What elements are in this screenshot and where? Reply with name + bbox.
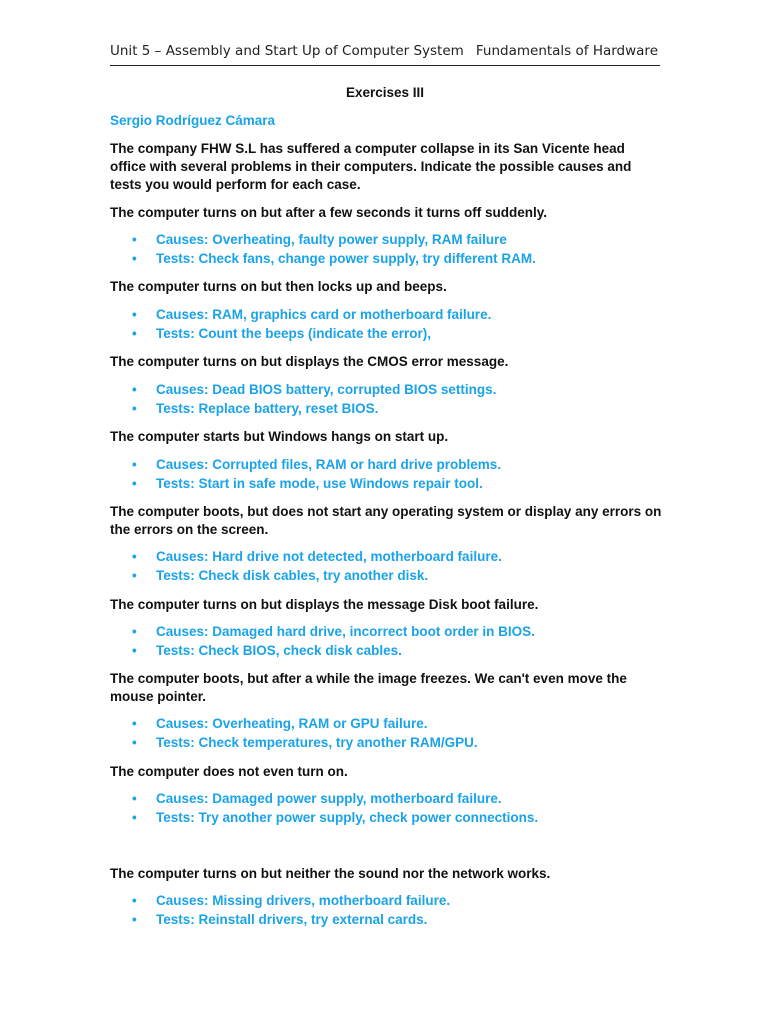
answer-list-8 — [110, 789, 662, 827]
tests-item: • Tests: Replace battery, reset BIOS. — [132, 401, 379, 416]
bullet-icon: • — [132, 401, 137, 416]
tests-item: • Tests: Check disk cables, try another disk. — [132, 568, 429, 583]
question-6: The computer turns on but displays the message Disk boot failure. — [110, 597, 539, 612]
answer-list-9 — [110, 891, 662, 929]
bullet-icon: • — [132, 326, 137, 341]
answer-list-7 — [110, 714, 662, 752]
bullet-icon: • — [132, 457, 137, 472]
causes-item: • Causes: Damaged hard drive, incorrect boot order in BIOS. — [132, 624, 535, 639]
intro-paragraph: The company FHW S.L has suffered a computer collapse in its San Vicente head office with several problems in their computers. Indicate the possible causes and tests you would perform for each case. — [110, 141, 632, 192]
tests-item: • Tests: Start in safe mode, use Windows repair tool. — [132, 476, 483, 491]
question-7: The computer boots, but after a while the image freezes. We can't even move the mouse pointer. — [110, 671, 627, 704]
causes-item: • Causes: Dead BIOS battery, corrupted BIOS settings. — [132, 382, 497, 397]
bullet-icon: • — [132, 307, 137, 322]
bullet-icon: • — [132, 791, 137, 806]
bullet-icon: • — [132, 643, 137, 658]
page-header — [110, 41, 660, 66]
bullet-icon: • — [132, 549, 137, 564]
tests-item: • Tests: Check BIOS, check disk cables. — [132, 643, 402, 658]
bullet-icon: • — [132, 735, 137, 750]
answer-list-6 — [110, 622, 662, 660]
bullet-icon: • — [132, 912, 137, 927]
question-8: The computer does not even turn on. — [110, 764, 348, 779]
question-9: The computer turns on but neither the sound nor the network works. — [110, 866, 551, 881]
answer-list-2 — [110, 305, 662, 343]
answer-list-1 — [110, 230, 662, 268]
tests-item: • Tests: Check fans, change power supply, try different RAM. — [132, 251, 536, 266]
header-course-title: Fundamentals of Hardware — [475, 43, 658, 59]
bullet-icon: • — [132, 810, 137, 825]
bullet-icon: • — [132, 893, 137, 908]
causes-item: • Causes: Hard drive not detected, motherboard failure. — [132, 549, 502, 564]
author-name: Sergio Rodríguez Cámara — [110, 113, 276, 128]
answer-list-3 — [110, 380, 662, 418]
bullet-icon: • — [132, 251, 137, 266]
tests-item: • Tests: Check temperatures, try another RAM/GPU. — [132, 735, 478, 750]
question-4: The computer starts but Windows hangs on start up. — [110, 429, 449, 444]
causes-item: • Causes: RAM, graphics card or motherboard failure. — [132, 307, 492, 322]
question-3: The computer turns on but displays the CMOS error message. — [110, 354, 509, 369]
causes-item: • Causes: Damaged power supply, motherboard failure. — [132, 791, 502, 806]
causes-item: • Causes: Missing drivers, motherboard failure. — [132, 893, 451, 908]
bullet-icon: • — [132, 716, 137, 731]
answer-list-4 — [110, 455, 662, 493]
bullet-icon: • — [132, 382, 137, 397]
question-1: The computer turns on but after a few seconds it turns off suddenly. — [110, 205, 548, 220]
tests-item: • Tests: Reinstall drivers, try external cards. — [132, 912, 428, 927]
tests-item: • Tests: Try another power supply, check power connections. — [132, 810, 539, 825]
causes-item: • Causes: Corrupted files, RAM or hard drive problems. — [132, 457, 502, 472]
header-unit-title: Unit 5 – Assembly and Start Up of Computer System — [110, 43, 464, 59]
causes-item: • Causes: Overheating, RAM or GPU failure. — [132, 716, 428, 731]
bullet-icon: • — [132, 232, 137, 247]
causes-item: • Causes: Overheating, faulty power supply, RAM failure — [132, 232, 507, 247]
answer-list-5 — [110, 547, 662, 585]
bullet-icon: • — [132, 568, 137, 583]
bullet-icon: • — [132, 624, 137, 639]
tests-item: • Tests: Count the beeps (indicate the error), — [132, 326, 432, 341]
exercise-title: Exercises III — [345, 85, 425, 100]
question-5: The computer boots, but does not start any operating system or display any errors on the errors on the screen. — [110, 504, 662, 537]
bullet-icon: • — [132, 476, 137, 491]
question-2: The computer turns on but then locks up and beeps. — [110, 279, 447, 294]
